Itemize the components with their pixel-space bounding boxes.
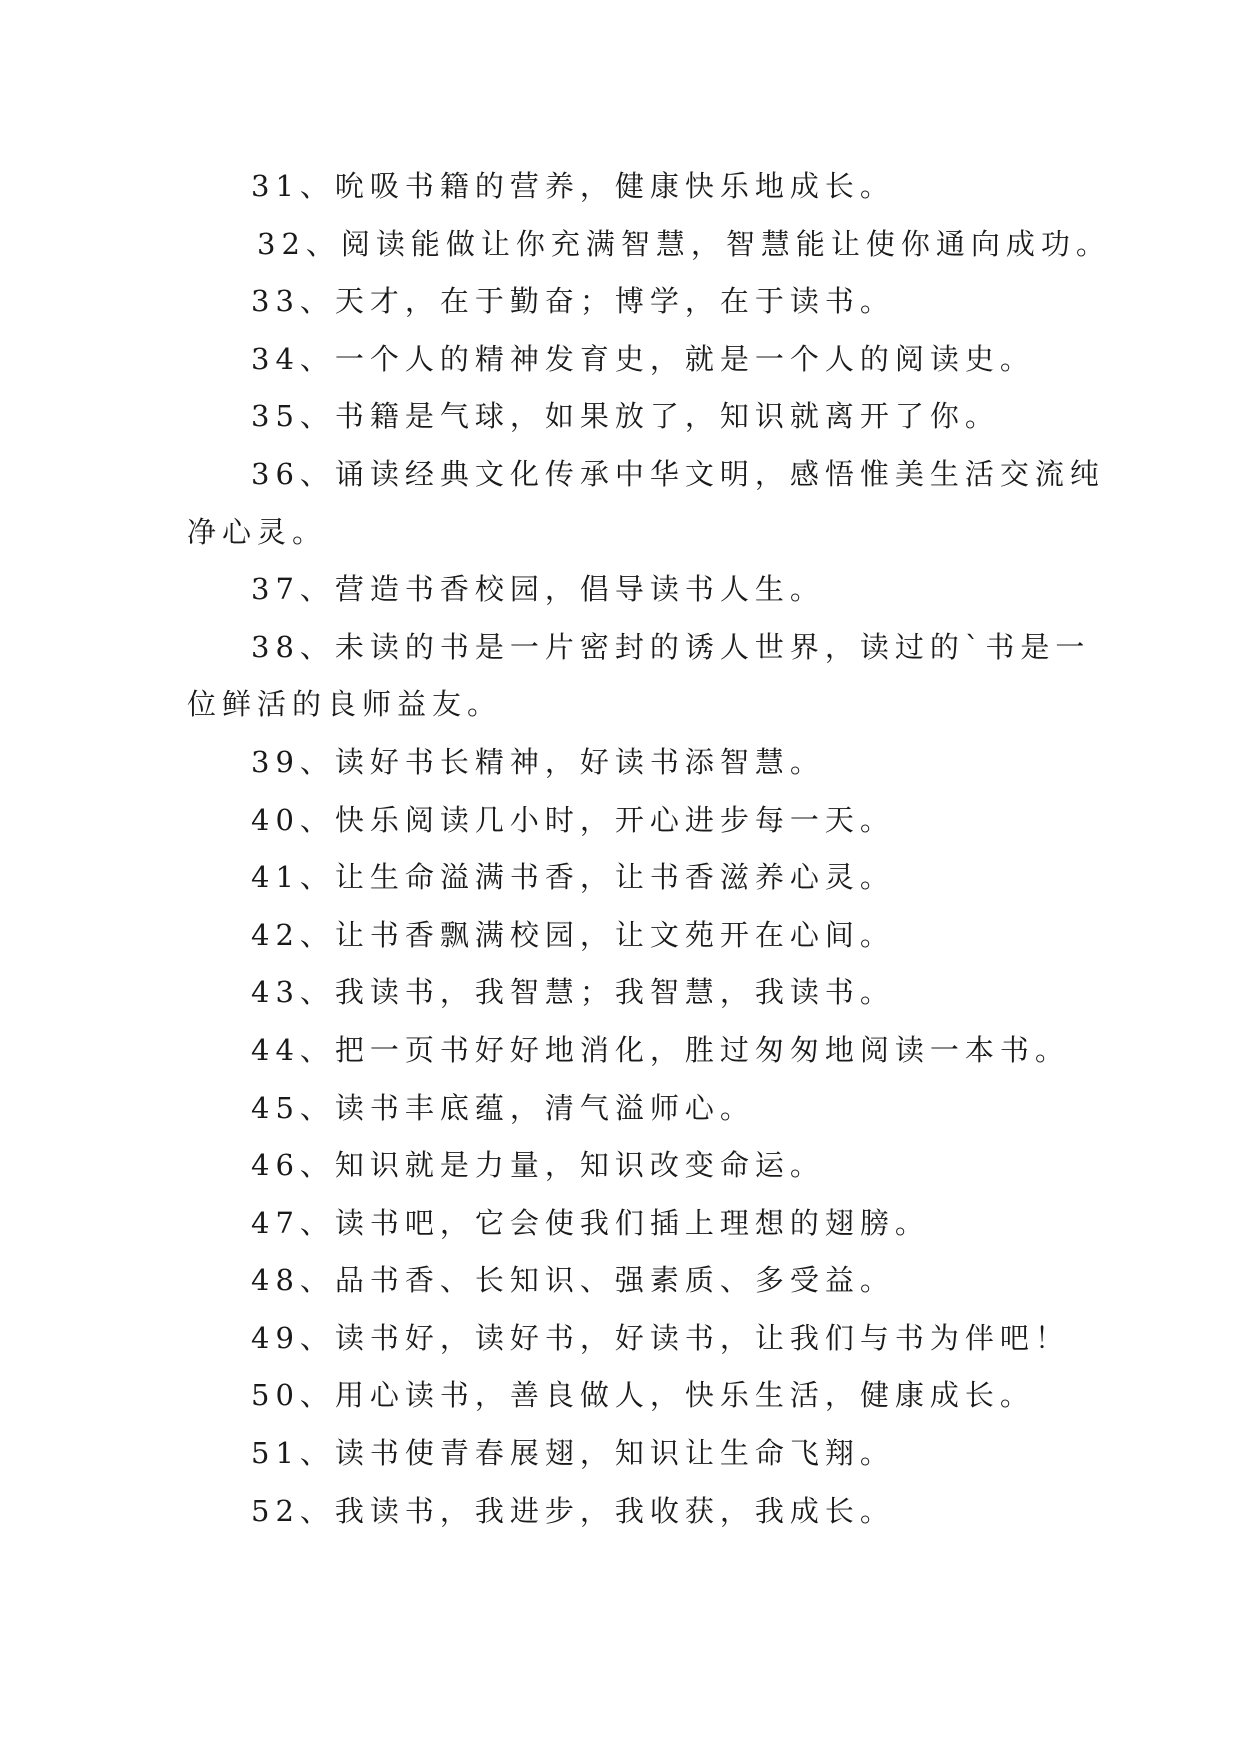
quote-line-50: 50、用心读书，善良做人，快乐生活，健康成长。	[251, 1378, 1035, 1413]
quote-line-31: 31、吮吸书籍的营养，健康快乐地成长。	[251, 169, 895, 203]
quote-line-49: 49、读书好，读好书，好读书，让我们与书为伴吧！	[251, 1320, 1070, 1355]
quote-line-32: 32、阅读能做让你充满智慧，智慧能让使你通向成功。	[257, 226, 1111, 261]
quote-line-34: 34、一个人的精神发育史，就是一个人的阅读史。	[251, 341, 1035, 376]
quote-line-41: 41、让生命溢满书香，让书香滋养心灵。	[251, 860, 895, 895]
quote-line-44: 44、把一页书好好地消化，胜过匆匆地阅读一本书。	[251, 1032, 1070, 1067]
quote-line-37: 37、营造书香校园，倡导读书人生。	[251, 572, 825, 607]
quote-list	[187, 158, 1111, 1540]
quote-line-36: 36、诵读经典文化传承中华文明，感悟惟美生活交流纯	[251, 456, 1105, 491]
quote-line-35: 35、书籍是气球，如果放了，知识就离开了你。	[251, 399, 1000, 434]
quote-line-38-continued: 位鲜活的良师益友。	[187, 687, 503, 722]
quote-line-51: 51、读书使青春展翅，知识让生命飞翔。	[251, 1436, 895, 1471]
quote-line-42: 42、让书香飘满校园，让文苑开在心间。	[251, 917, 895, 952]
quote-line-38: 38、未读的书是一片密封的诱人世界，读过的`书是一	[251, 629, 1091, 664]
quote-line-45: 45、读书丰底蕴，清气溢师心。	[251, 1090, 755, 1125]
quote-line-43: 43、我读书，我智慧；我智慧，我读书。	[251, 975, 895, 1010]
quote-line-46: 46、知识就是力量，知识改变命运。	[251, 1148, 825, 1183]
quote-line-36-continued: 净心灵。	[187, 514, 328, 549]
quote-line-47: 47、读书吧，它会使我们插上理想的翅膀。	[251, 1205, 930, 1240]
quote-line-33: 33、天才，在于勤奋；博学，在于读书。	[251, 284, 895, 319]
quote-line-39: 39、读好书长精神，好读书添智慧。	[251, 744, 825, 779]
quote-line-52: 52、我读书，我进步，我收获，我成长。	[251, 1493, 895, 1528]
quote-line-48: 48、品书香、长知识、强素质、多受益。	[251, 1263, 895, 1298]
quote-line-40: 40、快乐阅读几小时，开心进步每一天。	[251, 802, 895, 837]
